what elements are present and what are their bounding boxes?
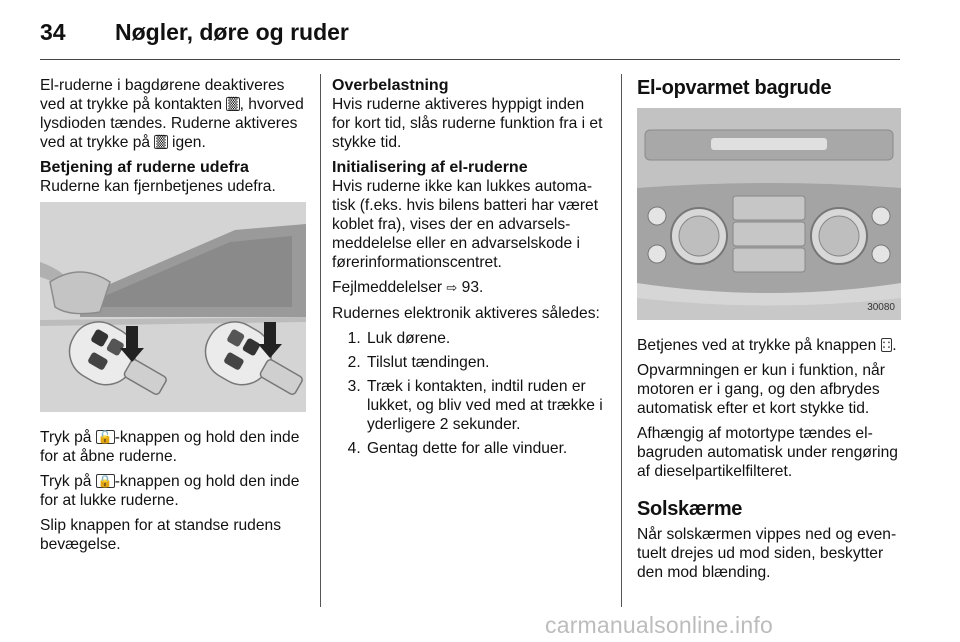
remote-key-drawing bbox=[40, 202, 306, 412]
header-rule bbox=[40, 59, 900, 60]
paragraph-sun-visors: Når solskærmen vippes ned og eventuelt drejes ud mod siden, beskytter den mod blænding. bbox=[637, 526, 897, 581]
page-title: Nøgler, døre og ruder bbox=[115, 18, 349, 45]
heading-overload: Overbelastning bbox=[332, 77, 449, 94]
heading-heated-rear-window: El-opvarmet bagrude bbox=[637, 77, 832, 99]
paragraph-close-windows: Tryk på 🔒 -knappen og hold den inde for at lukke ruderne. bbox=[40, 473, 300, 509]
paragraph-initialisation: Hvis ruderne ikke kan lukkes automatisk (f.eks. hvis bilens batteri har været koblet fra), vises der en advarselsmeddelelse eller en advarselskode i førerinformationscentret. bbox=[332, 178, 599, 271]
page-link[interactable]: 93. bbox=[461, 279, 484, 296]
remote-key-illustration bbox=[40, 202, 306, 412]
figure-number: 30080 bbox=[867, 302, 895, 313]
paragraph-release: Slip knappen for at standse rudens bevægelse. bbox=[40, 517, 281, 553]
paragraph-fault-messages: Fejlmeddelelser ⇨ 93. bbox=[332, 279, 484, 296]
column-divider bbox=[320, 74, 321, 607]
list-item: 2. Tilslut tændingen. bbox=[365, 353, 606, 372]
heading-sun-visors: Solskærme bbox=[637, 498, 743, 520]
page-number: 34 bbox=[40, 18, 66, 45]
paragraph-heating: Opvarmningen er kun i funktion, når motoren er i gang, og den afbrydes automatisk efter et kort stykke tid. bbox=[637, 362, 885, 417]
page-header bbox=[40, 14, 349, 50]
paragraph-rear-window-lock: El-ruderne i bagdørene deaktiveres ved at trykke på kontakten ▒ , hvorved lysdioden tændes. Ruderne aktiveres ved at trykke på ▒ igen. bbox=[40, 77, 304, 151]
list-item: 3. Træk i kontakten, indtil ruden er lukket, og bliv ved med at trække i yderligere 2 sekunder. bbox=[365, 377, 606, 434]
paragraph-overload: Hvis ruderne aktiveres hyppigt inden for kort tid, slås ruderne funktion fra i et stykke tid. bbox=[332, 96, 603, 151]
climate-panel-drawing bbox=[637, 108, 901, 320]
paragraph-press-button: Betjenes ved at trykke på knappen ∷ . bbox=[637, 337, 897, 354]
column-right bbox=[637, 76, 903, 588]
lock-padlock-icon: 🔒 bbox=[97, 474, 113, 488]
paragraph-activation: Rudernes elektronik aktiveres således: bbox=[332, 305, 600, 322]
column-divider bbox=[621, 74, 622, 607]
heading-remote-operation: Betjening af ruderne udefra bbox=[40, 159, 249, 176]
window-lock-icon: ▒ bbox=[228, 97, 238, 111]
column-middle bbox=[332, 76, 606, 464]
column-left bbox=[40, 76, 306, 560]
list-item: 4. Gentag dette for alle vinduer. bbox=[365, 439, 606, 458]
heading-initialisation: Initialisering af el-ruderne bbox=[332, 159, 528, 176]
unlock-padlock-icon: 🔓 bbox=[97, 430, 113, 444]
window-lock-icon: ▒ bbox=[156, 135, 166, 149]
paragraph-remote: Ruderne kan fjernbetjenes udefra. bbox=[40, 178, 276, 195]
list-item: 1. Luk dørene. bbox=[365, 329, 606, 348]
steps-list bbox=[332, 329, 606, 458]
climate-control-panel-illustration bbox=[637, 108, 901, 320]
rear-window-heater-icon: ∷ bbox=[882, 338, 891, 352]
watermark: carmanualsonline.info bbox=[545, 612, 773, 638]
paragraph-engine-type: Afhængig af motortype tændes elbagruden automatisk under rengøring af dieselpartikelfilteret. bbox=[637, 425, 898, 480]
page-reference-arrow-icon: ⇨ bbox=[446, 281, 458, 296]
paragraph-open-windows: Tryk på 🔓 -knappen og hold den inde for at åbne ruderne. bbox=[40, 429, 300, 465]
